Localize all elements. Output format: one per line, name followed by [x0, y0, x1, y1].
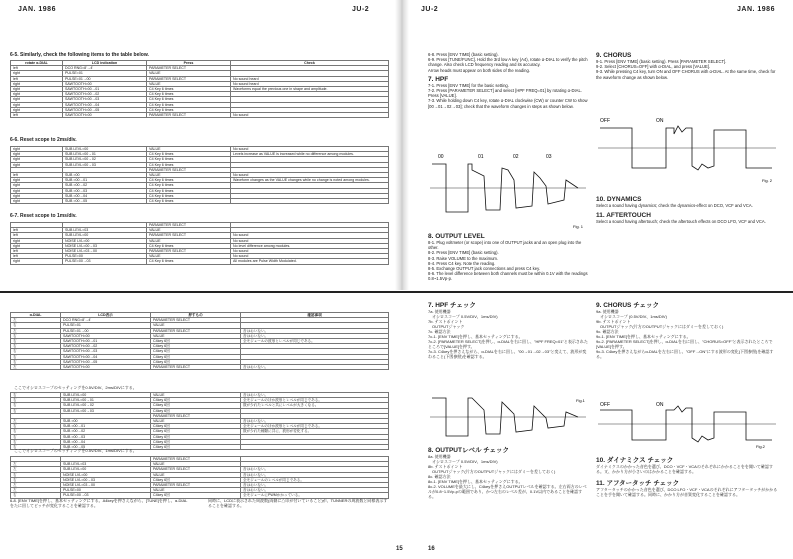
table-cell: C4key 6回: [151, 349, 241, 354]
table-cell: C4key 6回: [151, 434, 241, 439]
header-left-date: JAN. 1986: [18, 6, 56, 13]
table-cell: SAWTOOTH=00: [61, 333, 151, 338]
table-cell: 右: [11, 439, 61, 444]
table-cell: C4 Key 6 times: [147, 188, 231, 193]
table-cell: 音はおいない。: [241, 483, 389, 488]
jp-chorus-line-8: 9c-3. C4keyを押さえながらα-DIALを左右に回し、"OFF→ON"にする波形の変化(下図参照)を確認する。: [596, 349, 774, 359]
jp-col-check: 確認事項: [241, 313, 389, 318]
table-cell: PARAMETER SELECT: [147, 249, 231, 254]
fig1-label-00: 00: [438, 154, 444, 160]
output-title: 8. OUTPUT LEVEL: [428, 233, 485, 240]
table-cell: left: [11, 173, 63, 178]
table-cell: VALUE: [151, 488, 241, 493]
table-cell: C4 Key 6 times: [147, 259, 231, 264]
table-cell: NOISE LVL=03→00: [61, 483, 151, 488]
table-cell: No sound: [231, 147, 389, 152]
table-cell: SUB =00: [63, 173, 147, 178]
table-cell: C4key 6回: [151, 359, 241, 364]
table-cell: 数が少れたレベルと共にレベルが大きくなる。: [241, 403, 389, 408]
table-cell: 右: [11, 445, 61, 450]
table-cell: C4key 6回: [151, 344, 241, 349]
table-cell: SAWTOOTH=00→03: [63, 97, 147, 102]
table-cell: VALUE: [147, 71, 231, 76]
page-number-15: 15: [396, 546, 403, 552]
jp-hpf-line-8: 7c-3. C4keyを押さえながら、α-DIALを右に回し、"00→01→02→03"と変えて、波形が変わること(下図参照)を確認する。: [428, 349, 587, 359]
table-cell: DCO RNG=8'→4': [63, 66, 147, 71]
jp-step-6-8: 6-8. [ENV TIME]を押し、基本セッティングにする。A4keyを押さえながら、[TUNE]を押し、α-DIALをたに回してピッチが変化することを確認する。: [10, 498, 188, 508]
table-cell: 右: [11, 359, 61, 364]
table-cell: SUB =00→01: [61, 424, 151, 429]
table-cell: PULSE=00: [63, 254, 147, 259]
chorus-step-1: 9-1. Press [ENV TIME] (basic setting). Press [PARAMETER SELECT].: [596, 59, 727, 64]
table-cell: 右: [11, 354, 61, 359]
table-cell: right: [11, 87, 63, 92]
fig1-label-03: 03: [546, 154, 552, 160]
table-cell: PULSE=00: [61, 488, 151, 493]
table-cell: SUB LEVL=00→02: [63, 157, 147, 162]
table-cell: PARAMETER SELECT: [147, 76, 231, 81]
table-cell: C4key 6回: [151, 398, 241, 403]
sec65-table: [10, 60, 389, 118]
table-cell: C4key 6回: [151, 445, 241, 450]
table-cell: 左: [11, 365, 61, 370]
table-cell: right: [11, 107, 63, 112]
table-cell: right: [11, 102, 63, 107]
jp-output-line-3: 8b. テストポイント: [428, 464, 463, 469]
table-cell: C4key 6回: [151, 439, 241, 444]
output-step-1: 8-1. Plug voltmeter (or scope) into one of OUTPUT jacks and an open plug into the other.: [428, 240, 582, 251]
jp-table: [10, 312, 389, 370]
jp-scope-note-1: ここでオシロスコープのセッティングを0.5V/DIV、2ms/DIVにする。: [14, 385, 137, 390]
table-cell: No sound heard: [231, 76, 389, 81]
jp-output-line-1: 8a. 使用機器: [428, 454, 451, 459]
table-cell: 左: [11, 462, 61, 467]
fig1-caption: Fig. 1: [573, 224, 584, 229]
jp-step-6-8-cont: 同時に、LCDに表示された周波数(両側に△印が付いていること)が、TUNNERの周波数と同様表示することを確認する。: [208, 498, 388, 508]
table-cell: SUB =00→02: [63, 183, 147, 188]
table-cell: SAWTOOTH=00→05: [61, 359, 151, 364]
table-cell: right: [11, 162, 63, 167]
table-cell: SUB LEVL=00: [61, 467, 151, 472]
jp-fig1-caption: Fig.1: [576, 398, 585, 403]
table-cell: SAWTOOTH=00→05: [63, 107, 147, 112]
table-cell: No sound heard: [231, 81, 389, 86]
table-cell: right: [11, 238, 63, 243]
table-cell: 右: [11, 424, 61, 429]
table-cell: PARAMETER SELECT: [151, 328, 241, 333]
hpf-step-2: 7-2. Press [PARAMETER SELECT] and select [HPF FREQ=01] by rotating α-DIAL. Press [VALUE].: [428, 88, 582, 99]
table-cell: SUB =00→05: [63, 199, 147, 204]
table-cell: VALUE: [151, 472, 241, 477]
table-cell: 右: [11, 408, 61, 413]
jp-table-2: [10, 392, 389, 450]
table-cell: No sound: [231, 254, 389, 259]
table-cell: VALUE: [147, 147, 231, 152]
table-cell: SUB =00→02: [61, 429, 151, 434]
jp-chorus-title: 9. CHORUS チェック: [596, 302, 660, 309]
table-cell: NOISE LVL=00: [61, 472, 151, 477]
table-cell: right: [11, 147, 63, 152]
table-cell: Waveform changes as the VALUE changes while no change is noted among modules.: [231, 178, 389, 183]
table-cell: 音はおいない。: [241, 333, 389, 338]
output-step-3: 8-3. Raise VOLUME to the maximum.: [428, 255, 499, 261]
table-cell: PARAMETER SELECT: [147, 167, 231, 172]
table-cell: 数が少れた種類に共に、波形が変化する。: [241, 429, 389, 434]
jp-hpf-line-1: 7a. 使用機器: [428, 309, 451, 314]
table-cell: 音はおいない。: [241, 393, 389, 398]
table-cell: SAWTOOTH=00: [61, 365, 151, 370]
step-6-9: 6-9. Press [TUNE/FUNC]. Hold the 3rd low A key (A4), rotate α-DIAL to verify the pitch change. Also check LCD frequency reading and its accuracy.: [428, 57, 588, 68]
jp-hpf-line-5: 7c. 確認方法: [428, 329, 451, 334]
jp-chorus-line-6: 9c-1. [ENV TIME]を押し、基本セッティングにする。: [596, 334, 691, 339]
table-cell: VALUE: [147, 228, 231, 233]
table-cell: PARAMETER SELECT: [147, 113, 231, 118]
jp-chorus-line-2: オシロスコープ (0.5V/DIV、1ms/DIV): [596, 314, 667, 319]
table-cell: SUB LEVL=00: [61, 393, 151, 398]
table-cell: 全モジュールのレベルが同じである。: [241, 477, 389, 482]
table-cell: No sound: [231, 173, 389, 178]
jp-hpf-line-7: 7c-2. [PARAMETER SELECT]を押し、α-DIALを右に回し、"HPF FREQ=01"と表示されたところで[VALUE]を押す。: [428, 339, 588, 349]
table-cell: right: [11, 243, 63, 248]
table-cell: C4key 6回: [151, 477, 241, 482]
hpf-step-1: 7-1. Press [ENV TIME] for the basic setting.: [428, 82, 509, 88]
page-fold: [395, 0, 409, 290]
table-cell: SUB =00→05: [61, 445, 151, 450]
jp-aftertouch-text: アフタータッチのかかった音色を選び、DCO LFO・VCF・VCAのそれぞれにアフタータッチがかかることを手を聞いて確認する。同時に、かかり方が音質変化することを確認する。: [596, 487, 778, 497]
table-cell: C4 Key 6 times: [147, 87, 231, 92]
table-cell: C4 Key 6 times: [147, 107, 231, 112]
col-lcd: LCD indication: [63, 61, 147, 66]
col-press: Press: [147, 61, 231, 66]
jp-hpf-line-6: 7c-1. [ENV TIME]を押し、基本セッティングにする。: [428, 334, 523, 339]
table-cell: VALUE: [147, 173, 231, 178]
jp-chorus-line-3: 9b. テストポイント: [596, 319, 631, 324]
jp-dynamics-title: 10. ダイナミクス チェック: [596, 457, 674, 464]
table-cell: PULSE=00→03: [61, 493, 151, 498]
table-cell: SUB =00→03: [63, 188, 147, 193]
table-cell: 左: [11, 419, 61, 424]
jp-col-press: 押すもの: [151, 313, 241, 318]
table-row: [11, 365, 389, 370]
table-cell: PARAMETER SELECT: [151, 318, 241, 323]
jp-output-title: 8. OUTPUTレベル チェック: [428, 447, 510, 454]
header-right-date: JAN. 1986: [737, 6, 775, 13]
table-cell: 右: [11, 333, 61, 338]
jp-aftertouch-title: 11. アフタータッチ チェック: [596, 480, 680, 487]
page-separator: [0, 291, 793, 293]
sec67-intro: 6-7. Reset scope to 1ms/div.: [10, 213, 77, 219]
jp-fig2-label-on: ON: [656, 402, 664, 408]
header-left-model: JU-2: [352, 6, 370, 13]
aftertouch-title: 11. AFTERTOUCH: [596, 212, 651, 220]
table-cell: right: [11, 97, 63, 102]
table-cell: SUB LEVL=00→01: [63, 152, 147, 157]
table-cell: All modules are Pulse Width Modulated.: [231, 259, 389, 264]
table-cell: PARAMETER SELECT: [147, 66, 231, 71]
table-cell: 右: [11, 398, 61, 403]
table-cell: 左: [11, 467, 61, 472]
table-cell: Waveforms equal the previous one in shape and amplitude.: [231, 87, 389, 92]
table-cell: C4key 6回: [151, 354, 241, 359]
table-cell: right: [11, 188, 63, 193]
table-cell: PULSE=01: [63, 71, 147, 76]
table-cell: 右: [11, 393, 61, 398]
table-cell: SUB LEVL=00: [63, 233, 147, 238]
table-cell: left: [11, 66, 63, 71]
table-cell: SAWTOOTH=00: [63, 113, 147, 118]
table-cell: 音はおいない。: [241, 472, 389, 477]
table-cell: PARAMETER SELECT: [151, 457, 241, 462]
jp-chorus-line-1: 9a. 使用機器: [596, 309, 619, 314]
table-cell: right: [11, 81, 63, 86]
fig2-label-off: OFF: [600, 118, 610, 124]
table-cell: VALUE: [151, 333, 241, 338]
table-cell: C4 Key 6 times: [147, 193, 231, 198]
table-cell: C4 Key 6 times: [147, 152, 231, 157]
sec66-intro: 6-6. Reset scope to 2ms/div.: [10, 137, 77, 143]
sec66-table: [10, 146, 389, 204]
table-cell: PULSE=01: [61, 323, 151, 328]
table-cell: SAWTOOTH=00→01: [63, 87, 147, 92]
sec67-table: [10, 222, 389, 265]
jp-hpf-line-4: OUTPUTジャック: [428, 324, 465, 329]
table-cell: PARAMETER SELECT: [151, 365, 241, 370]
table-cell: VALUE: [151, 419, 241, 424]
step-6-9-note: Arrow heads must appear on both sides of the reading.: [428, 67, 530, 73]
table-cell: SAWTOOTH=00: [63, 81, 147, 86]
dynamics-text: Select a sound having dynamics; check the dynamics-effect on DCO, VCF and VCA.: [596, 203, 753, 208]
table-cell: 音はおいない。: [241, 488, 389, 493]
table-cell: C4key 6回: [151, 424, 241, 429]
jp-hpf-title: 7. HPF チェック: [428, 302, 476, 309]
table-cell: SUB LEVL=03: [63, 228, 147, 233]
output-step-5: 8-5. Exchange OUTPUT jack connections and press C4 key.: [428, 266, 541, 272]
table-row: [11, 259, 389, 264]
table-cell: VALUE: [147, 238, 231, 243]
page-number-16: 16: [428, 546, 435, 552]
table-cell: C4 Key 6 times: [147, 183, 231, 188]
table-cell: 右: [11, 472, 61, 477]
output-step-2: 8-2. Press [ENV TIME] (basic setting).: [428, 250, 499, 256]
table-cell: No sound: [231, 249, 389, 254]
table-cell: left: [11, 113, 63, 118]
table-cell: NOISE LVL=00→03: [63, 243, 147, 248]
table-cell: SUB =00: [61, 419, 151, 424]
chorus-step-2: 9-2. Select [CHORUS=OFF] with α-DIAL, and press [VALUE].: [596, 64, 711, 70]
table-cell: SAWTOOTH=00→03: [61, 349, 151, 354]
sec65-intro: 6-5. Similarly, check the following items to the table below.: [10, 52, 149, 58]
table-cell: SUB LEVL=03: [61, 462, 151, 467]
table-cell: right: [11, 183, 63, 188]
fig1-label-01: 01: [478, 154, 484, 160]
table-cell: SUB LEVL=00→03: [61, 408, 151, 413]
table-cell: SUB LEVL=00→01: [61, 398, 151, 403]
table-cell: SAWTOOTH=00→04: [63, 102, 147, 107]
table-cell: 右: [11, 344, 61, 349]
table-cell: C4key 6回: [151, 429, 241, 434]
table-cell: [231, 199, 389, 204]
table-cell: SUB =00→01: [63, 178, 147, 183]
table-cell: VALUE: [147, 81, 231, 86]
table-cell: right: [11, 92, 63, 97]
table-cell: C4key 6回: [151, 493, 241, 498]
col-dial: rotate α-DIAL: [11, 61, 63, 66]
jp-scope-note-2: ここでオシロスコープのセッティングを0.5V/DIV、1ms/DIVにする。: [14, 448, 137, 453]
table-cell: SAWTOOTH=00→01: [61, 339, 151, 344]
table-cell: C4 Key 6 times: [147, 157, 231, 162]
jp-hpf-line-3: 7b. テストポイント: [428, 319, 463, 324]
table-cell: Levels increase as VALUE is increased while no difference among modules.: [231, 152, 389, 157]
table-cell: SUB LEVL=00: [63, 147, 147, 152]
table-cell: SUB =00→03: [61, 434, 151, 439]
table-cell: PULSE=01→00: [63, 76, 147, 81]
chorus-step-3: 9-3. While pressing C4 key, turn ON and OFF CHORUS with α-DIAL. At the same time, check for the waveform change as shown below.: [596, 69, 776, 80]
table-cell: VALUE: [147, 254, 231, 259]
chorus-waveform-figure: [596, 112, 780, 184]
table-cell: 左: [11, 318, 61, 323]
table-cell: right: [11, 259, 63, 264]
table-cell: 右: [11, 477, 61, 482]
table-cell: VALUE: [151, 393, 241, 398]
header-right-model: JU-2: [421, 6, 439, 13]
jp-output-line-5: 8c. 確認方法: [428, 474, 451, 479]
table-cell: 右: [11, 323, 61, 328]
jp-col-dial: α-DIAL: [11, 313, 61, 318]
table-cell: DCO RNG=8'→4': [61, 318, 151, 323]
table-cell: 全モジュールのほか波形とレベルが同じである。: [241, 398, 389, 403]
table-cell: 音はおいない。: [241, 328, 389, 333]
table-cell: PARAMETER SELECT: [147, 233, 231, 238]
table-cell: No level difference among modules.: [231, 243, 389, 248]
table-cell: PULSE=00→03: [63, 259, 147, 264]
jp-output-line-7: 8c-2. VOLUMEを最大にし、C4keyを押さえOUTPUTレベルを確認する。左右両方のレベルが0.8~1.5Vp-pの範囲であり、かつ左右のレベル差が、0.1V以内であることを確認する。: [428, 484, 587, 499]
col-check: Check: [231, 61, 389, 66]
hpf-waveform-figure: [428, 150, 590, 230]
table-cell: left: [11, 254, 63, 259]
table-cell: C4 Key 6 times: [147, 92, 231, 97]
table-cell: PARAMETER SELECT: [151, 467, 241, 472]
table-cell: C4 Key 6 times: [147, 243, 231, 248]
step-6-8: 6-8. Press [ENV TIME] (basic setting).: [428, 52, 499, 57]
table-cell: 音はおいない。: [241, 467, 389, 472]
table-cell: SAWTOOTH=00→02: [63, 92, 147, 97]
table-cell: left: [11, 233, 63, 238]
table-row: [11, 199, 389, 204]
table-cell: 全モジュールの波形とレベルが同じである。: [241, 339, 389, 344]
table-cell: 音はおいない。: [241, 365, 389, 370]
table-row: [11, 113, 389, 118]
table-cell: right: [11, 71, 63, 76]
table-cell: 全モジュールのほか波形とレベルが同じである。: [241, 424, 389, 429]
table-cell: left: [11, 76, 63, 81]
table-cell: 左: [11, 328, 61, 333]
table-cell: 全モジュールにPWMかかっている。: [241, 493, 389, 498]
table-cell: C4 Key 6 times: [147, 102, 231, 107]
table-cell: 右: [11, 349, 61, 354]
table-cell: right: [11, 199, 63, 204]
table-cell: 右: [11, 339, 61, 344]
output-step-6: 8-6. The level difference between both channels must be within 0.1V with the readings 0.8~1.5Vp-p.: [428, 271, 588, 282]
table-cell: SAWTOOTH=00→04: [61, 354, 151, 359]
table-cell: right: [11, 157, 63, 162]
jp-chorus-line-5: 9c. 確認方法: [596, 329, 619, 334]
fig2-label-on: ON: [656, 118, 664, 124]
output-step-4: 8-4. Press C4 key. Note the reading.: [428, 260, 496, 266]
table-cell: No sound: [231, 233, 389, 238]
table-cell: left: [11, 228, 63, 233]
table-cell: right: [11, 178, 63, 183]
fig2-caption: Fig. 2: [762, 178, 773, 183]
table-cell: SAWTOOTH=00→02: [61, 344, 151, 349]
table-cell: C4 Key 6 times: [147, 97, 231, 102]
dynamics-title: 10. DYNAMICS: [596, 196, 642, 203]
jp-hpf-figure: [428, 392, 590, 442]
jp-output-line-6: 8c-1. [ENV TIME]を押し、基本セッティングにする。: [428, 479, 523, 484]
fig1-label-02: 02: [513, 154, 519, 160]
table-cell: [241, 445, 389, 450]
table-cell: C4 Key 6 times: [147, 199, 231, 204]
table-cell: PARAMETER SELECT: [151, 483, 241, 488]
table-cell: 右: [11, 493, 61, 498]
table-cell: 右: [11, 434, 61, 439]
jp-chorus-figure: [596, 398, 780, 450]
table-cell: 左: [11, 483, 61, 488]
table-cell: NOISE LVL=00: [63, 238, 147, 243]
table-cell: C4 Key 6 times: [147, 162, 231, 167]
table-cell: 右: [11, 403, 61, 408]
table-cell: No sound: [231, 238, 389, 243]
table-cell: left: [11, 249, 63, 254]
hpf-step-3: 7-3. While holding down C4 key, rotate α-DIAL clockwise (CW) or counter CW to show [00→01→02→03]; check that the waveform changes in steps as shown below.: [428, 98, 588, 109]
table-cell: VALUE: [151, 323, 241, 328]
table-cell: PULSE=01→00: [61, 328, 151, 333]
table-cell: SUB =00→04: [63, 193, 147, 198]
jp-dynamics-text: ダイナミクスのかかった音色を選び、DCO・VCF・VCAのそれぞれにかかることをを聞いて確認する。又、かかり方が小さいのはかかることを確認する。: [596, 464, 773, 474]
aftertouch-text: Select a sound having aftertouch; check the aftertouch effects on DCO LFO, VCF and VCA.: [596, 219, 766, 225]
table-cell: right: [11, 152, 63, 157]
jp-hpf-line-2: オシロスコープ 0.5V/DIV、1ms/DIV): [428, 314, 498, 319]
hpf-title: 7. HPF: [428, 75, 449, 83]
jp-output-line-2: オシロスコープ 0.5V/DIV、1ms/DIV): [428, 459, 498, 464]
jp-fig2-label-off: OFF: [600, 402, 610, 408]
table-cell: VALUE: [151, 462, 241, 467]
jp-chorus-line-4: OUTPUTジャック(片方のOUTPUTジャックにはダミーを差しておく): [596, 324, 724, 329]
jp-output-line-4: OUTPUTジャック(片方のOUTPUTジャックにはダミーを差しておく): [428, 469, 556, 474]
table-cell: 左: [11, 488, 61, 493]
table-cell: SUB =00→04: [61, 439, 151, 444]
table-cell: NOISE LVL=00→03: [61, 477, 151, 482]
jp-table-3: [10, 456, 389, 499]
table-cell: C4key 6回: [151, 403, 241, 408]
chorus-title: 9. CHORUS: [596, 52, 632, 59]
table-cell: C4 Key 6 times: [147, 178, 231, 183]
table-cell: NOISE LVL=03→00: [63, 249, 147, 254]
table-cell: C4key 6回: [151, 408, 241, 413]
table-cell: 音はおいない。: [241, 419, 389, 424]
table-cell: PARAMETER SELECT: [147, 223, 231, 228]
table-cell: C4key 6回: [151, 339, 241, 344]
jp-col-lcd: LCD表示: [61, 313, 151, 318]
table-cell: No sound: [231, 113, 389, 118]
table-cell: SUB LEVL=00→02: [61, 403, 151, 408]
table-cell: SUB LEVL=00→03: [63, 162, 147, 167]
table-cell: right: [11, 193, 63, 198]
table-cell: PARAMETER SELECT: [151, 413, 241, 418]
jp-fig2-caption: Fig.2: [756, 444, 765, 449]
jp-chorus-line-7: 9c-2. [PARAMETER SELECT]を押し、α-DIALを右に回し、"CHORUS=OFF"と表示されたところで[VALUE]を押す。: [596, 339, 773, 349]
table-cell: 右: [11, 429, 61, 434]
